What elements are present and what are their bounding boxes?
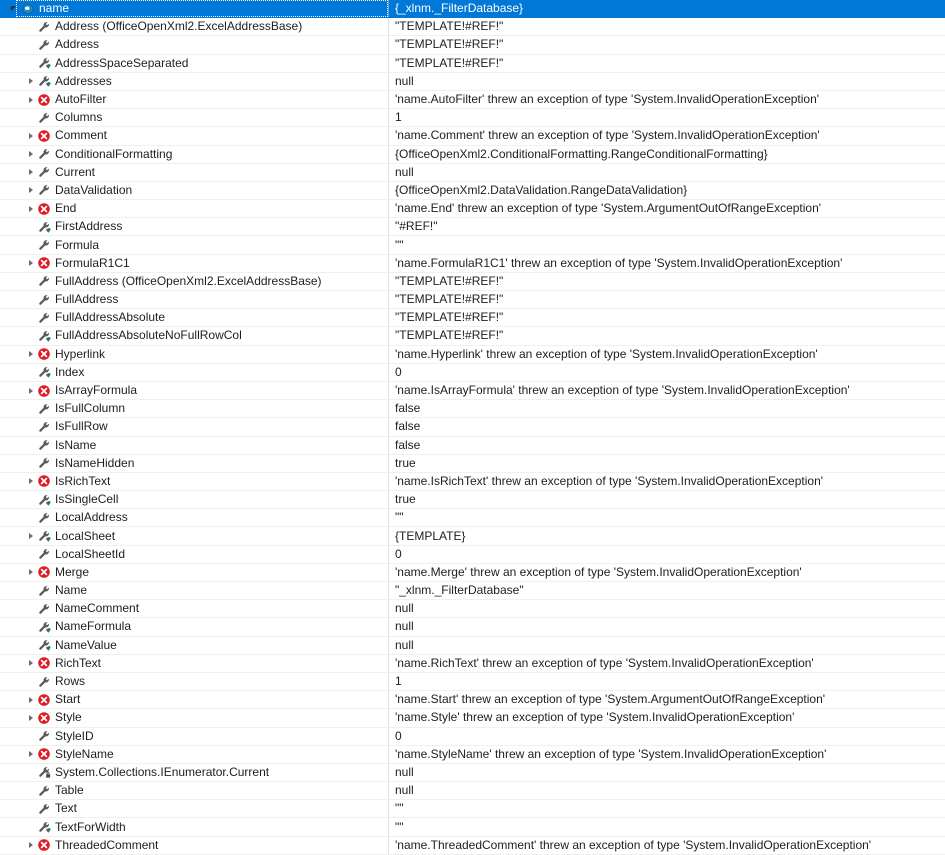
variable-name-label: Index [55,364,84,381]
expander-spacer [26,291,37,308]
variable-row[interactable] [0,454,945,472]
variable-value-cell[interactable]: "" [389,818,945,836]
variable-row[interactable] [0,363,945,381]
variable-row[interactable] [0,345,945,363]
property-icon [37,402,51,416]
variable-value-cell[interactable]: false [389,436,945,454]
variable-row[interactable] [0,418,945,436]
variable-row[interactable] [0,254,945,272]
error-icon [37,129,51,143]
variable-name-cell[interactable] [0,672,389,690]
expand-triangle-icon[interactable] [26,255,37,272]
property-nonpublic-icon [37,56,51,70]
property-icon [37,784,51,798]
variable-name-label: Rows [55,673,85,690]
variable-name-cell[interactable] [0,472,389,490]
variable-name-cell[interactable] [0,36,389,54]
variable-value-cell[interactable]: null [389,600,945,618]
variable-name-label: NameComment [55,600,139,617]
variable-name-cell[interactable] [0,727,389,745]
variable-value-cell[interactable]: null [389,636,945,654]
expand-triangle-icon[interactable] [26,655,37,672]
variable-name-label: Start [55,691,80,708]
variable-name-cell[interactable] [0,600,389,618]
variable-name-cell[interactable] [0,618,389,636]
variable-name-label: LocalSheetId [55,546,125,563]
variable-name-label: DataValidation [55,182,132,199]
variable-name-label: End [55,200,76,217]
expand-triangle-icon[interactable] [26,709,37,726]
property-icon [37,729,51,743]
variable-value-cell[interactable]: "TEMPLATE!#REF!" [389,272,945,290]
property-nonpublic-icon [37,820,51,834]
variable-name-cell[interactable] [0,691,389,709]
expander-spacer [26,800,37,817]
variable-name-label: Style [55,709,82,726]
variable-value-cell[interactable]: "TEMPLATE!#REF!" [389,54,945,72]
error-icon [37,347,51,361]
expand-triangle-icon[interactable] [26,73,37,90]
variable-name-cell[interactable] [0,709,389,727]
variable-row[interactable] [0,436,945,454]
variable-value-cell[interactable]: null [389,163,945,181]
variable-name-label: AutoFilter [55,91,106,108]
variable-row[interactable] [0,654,945,672]
variable-value-cell[interactable]: "TEMPLATE!#REF!" [389,291,945,309]
variable-name-label: Text [55,800,77,817]
variable-value-cell[interactable]: 'name.Start' threw an exception of type 'System.ArgumentOutOfRangeException' [389,691,945,709]
expand-triangle-icon[interactable] [26,837,37,854]
error-icon [37,256,51,270]
variable-name-label: Columns [55,109,102,126]
variable-name-cell[interactable] [0,163,389,181]
variable-row[interactable] [0,36,945,54]
object-icon [21,2,35,16]
variable-name-cell[interactable] [0,545,389,563]
expander-spacer [26,437,37,454]
property-icon [37,274,51,288]
variable-name-label: StyleName [55,746,114,763]
expand-triangle-icon[interactable] [26,182,37,199]
variable-name-label: Address [55,36,99,53]
variable-name-label: Name [55,582,87,599]
property-nonpublic-icon [37,329,51,343]
variable-name-label: FullAddress (OfficeOpenXml2.ExcelAddressBase) [55,273,322,290]
variable-value-cell[interactable]: "" [389,509,945,527]
expander-spacer [26,491,37,508]
variable-row[interactable] [0,72,945,90]
variable-name-label: Comment [55,127,107,144]
expander-spacer [26,364,37,381]
variable-name-cell[interactable] [0,200,389,218]
variable-name-label: AddressSpaceSeparated [55,55,188,72]
variable-value-cell[interactable]: 'name.Comment' threw an exception of type 'System.InvalidOperationException' [389,127,945,145]
expand-triangle-icon[interactable] [26,528,37,545]
variable-name-cell[interactable] [0,782,389,800]
expander-spacer [26,546,37,563]
variable-value-cell[interactable]: 'name.IsArrayFormula' threw an exception of type 'System.InvalidOperationException' [389,381,945,399]
variable-name-label: IsNameHidden [55,455,134,472]
expander-spacer [26,36,37,53]
variable-value-cell[interactable]: "TEMPLATE!#REF!" [389,18,945,36]
expander-spacer [26,418,37,435]
variable-name-label: IsName [55,437,96,454]
variable-name-cell[interactable] [0,90,389,108]
variable-value-cell[interactable]: null [389,782,945,800]
expander-spacer [26,237,37,254]
variable-name-cell[interactable] [0,254,389,272]
property-icon [37,438,51,452]
property-icon [37,675,51,689]
variable-value-cell[interactable]: 0 [389,727,945,745]
variable-row[interactable] [0,90,945,108]
variable-name-cell[interactable] [0,345,389,363]
variable-row[interactable] [0,618,945,636]
variable-name-label: ConditionalFormatting [55,146,172,163]
variable-row[interactable] [0,763,945,781]
variable-value-cell[interactable]: 'name.AutoFilter' threw an exception of type 'System.InvalidOperationException' [389,90,945,108]
variable-row[interactable] [0,54,945,72]
expander-spacer [26,309,37,326]
property-nonpublic-icon [37,620,51,634]
expander-spacer [26,764,37,781]
variable-row[interactable] [0,691,945,709]
property-icon [37,420,51,434]
expander-spacer [26,637,37,654]
variable-value-cell[interactable]: 'name.FormulaR1C1' threw an exception of type 'System.InvalidOperationException' [389,254,945,272]
property-icon [37,147,51,161]
variable-name-cell[interactable] [0,309,389,327]
variable-name-label: FirstAddress [55,218,122,235]
variable-name-cell[interactable] [0,54,389,72]
variable-name-cell[interactable] [0,127,389,145]
variable-value-cell[interactable]: "" [389,236,945,254]
variable-name-cell[interactable] [0,218,389,236]
variable-value-cell[interactable]: {TEMPLATE} [389,527,945,545]
variable-row[interactable] [0,200,945,218]
variable-value-cell[interactable]: {_xlnm._FilterDatabase} [389,0,945,18]
variable-name-label: FormulaR1C1 [55,255,130,272]
variable-name-cell[interactable] [0,509,389,527]
expander-spacer [26,673,37,690]
variable-name-label: Merge [55,564,89,581]
expand-triangle-icon[interactable] [26,146,37,163]
variable-value-cell[interactable]: true [389,491,945,509]
property-icon [37,802,51,816]
variable-name-label: Hyperlink [55,346,105,363]
expand-triangle-icon[interactable] [26,382,37,399]
variable-name-label: FullAddressAbsoluteNoFullRowCol [55,327,242,344]
variable-name-cell[interactable] [0,800,389,818]
variable-name-cell[interactable] [0,109,389,127]
variable-value-cell[interactable]: {OfficeOpenXml2.DataValidation.RangeDataValidation} [389,181,945,199]
expander-spacer [26,455,37,472]
error-icon [37,693,51,707]
variable-value-cell[interactable]: {OfficeOpenXml2.ConditionalFormatting.RangeConditionalFormatting} [389,145,945,163]
variable-row[interactable] [0,709,945,727]
variable-name-cell[interactable] [0,291,389,309]
variable-name-label: ThreadedComment [55,837,158,854]
variable-name-cell[interactable] [0,636,389,654]
variable-row[interactable] [0,218,945,236]
expander-spacer [26,218,37,235]
variable-value-cell[interactable]: null [389,763,945,781]
expand-triangle-icon[interactable] [26,127,37,144]
variable-row[interactable] [0,18,945,36]
variable-name-cell[interactable] [0,436,389,454]
variable-row[interactable] [0,163,945,181]
variable-value-cell[interactable]: "#REF!" [389,218,945,236]
variable-name-label: NameFormula [55,618,131,635]
variable-value-cell[interactable]: 'name.IsRichText' threw an exception of type 'System.InvalidOperationException' [389,472,945,490]
error-icon [37,747,51,761]
expander-spacer [26,582,37,599]
variable-row[interactable] [0,818,945,836]
variable-value-cell[interactable]: false [389,400,945,418]
variable-name-label: LocalAddress [55,509,128,526]
variable-name-label: System.Collections.IEnumerator.Current [55,764,269,781]
variable-row[interactable] [0,309,945,327]
variable-name-cell[interactable] [0,563,389,581]
variable-value-cell[interactable]: 1 [389,109,945,127]
expand-triangle-icon[interactable] [26,564,37,581]
expander-spacer [26,55,37,72]
variable-name-cell[interactable] [0,145,389,163]
variable-row[interactable] [0,181,945,199]
variable-name-label: IsRichText [55,473,110,490]
variable-value-cell[interactable]: 'name.StyleName' threw an exception of type 'System.InvalidOperationException' [389,745,945,763]
variable-name-label: Addresses [55,73,112,90]
expander-spacer [26,18,37,35]
variable-name-label: IsArrayFormula [55,382,137,399]
variable-name-cell[interactable] [0,272,389,290]
variable-name-label: Address (OfficeOpenXml2.ExcelAddressBase) [55,18,302,35]
property-icon [37,456,51,470]
variable-name-cell[interactable] [0,400,389,418]
variable-value-cell[interactable]: 1 [389,672,945,690]
variable-row[interactable] [0,600,945,618]
variable-value-cell[interactable]: "TEMPLATE!#REF!" [389,309,945,327]
expand-triangle-icon[interactable] [26,746,37,763]
expand-triangle-icon[interactable] [26,346,37,363]
expand-triangle-icon[interactable] [26,691,37,708]
variable-row[interactable] [0,327,945,345]
variable-value-cell[interactable]: true [389,454,945,472]
variable-row[interactable] [0,527,945,545]
property-icon [37,111,51,125]
expander-spacer [26,327,37,344]
variable-name-cell[interactable] [0,491,389,509]
property-icon [37,511,51,525]
variable-value-cell[interactable]: 'name.End' threw an exception of type 'System.ArgumentOutOfRangeException' [389,200,945,218]
variable-row[interactable] [0,563,945,581]
property-nonpublic-icon [37,529,51,543]
variable-name-label: Current [55,164,95,181]
variable-name-cell[interactable] [0,818,389,836]
variable-name-cell[interactable] [0,181,389,199]
expand-triangle-icon[interactable] [26,91,37,108]
variable-value-cell[interactable]: null [389,618,945,636]
expander-spacer [26,273,37,290]
variable-name-label: LocalSheet [55,528,115,545]
variable-row[interactable] [0,0,945,18]
collapse-triangle-icon[interactable] [10,0,21,17]
error-icon [37,711,51,725]
expand-triangle-icon[interactable] [26,200,37,217]
property-icon [37,38,51,52]
variable-name-label: FullAddressAbsolute [55,309,165,326]
property-icon [37,293,51,307]
variable-row[interactable] [0,582,945,600]
variable-value-cell[interactable]: 'name.Style' threw an exception of type 'System.InvalidOperationException' [389,709,945,727]
variable-value-cell[interactable]: "TEMPLATE!#REF!" [389,327,945,345]
variable-value-cell[interactable]: 'name.Hyperlink' threw an exception of type 'System.InvalidOperationException' [389,345,945,363]
variable-name-cell[interactable] [0,836,389,854]
variable-row[interactable] [0,782,945,800]
variable-row[interactable] [0,236,945,254]
variable-name-label: IsSingleCell [55,491,118,508]
variable-row[interactable] [0,109,945,127]
variable-row[interactable] [0,672,945,690]
variable-name-cell[interactable] [0,745,389,763]
property-icon [37,602,51,616]
variable-name-label: IsFullColumn [55,400,125,417]
variable-name-cell[interactable] [0,527,389,545]
variable-value-cell[interactable]: 'name.RichText' threw an exception of type 'System.InvalidOperationException' [389,654,945,672]
property-icon [37,165,51,179]
variable-name-label: StyleID [55,728,94,745]
expander-spacer [26,819,37,836]
variable-name-cell[interactable] [0,72,389,90]
expander-spacer [26,600,37,617]
variable-name-label: IsFullRow [55,418,108,435]
variable-name-label: Table [55,782,84,799]
expander-spacer [26,509,37,526]
property-nonpublic-icon [37,638,51,652]
variable-value-cell[interactable]: "TEMPLATE!#REF!" [389,36,945,54]
variable-value-cell[interactable]: false [389,418,945,436]
expand-triangle-icon[interactable] [26,473,37,490]
variable-value-cell[interactable]: null [389,72,945,90]
variable-row[interactable] [0,745,945,763]
property-icon [37,238,51,252]
variable-row[interactable] [0,381,945,399]
expander-spacer [26,782,37,799]
variable-row[interactable] [0,400,945,418]
error-icon [37,202,51,216]
variable-row[interactable] [0,291,945,309]
variable-row[interactable] [0,800,945,818]
expander-spacer [26,618,37,635]
variable-name-label: TextForWidth [55,819,126,836]
error-icon [37,474,51,488]
expander-spacer [26,728,37,745]
property-nonpublic-icon [37,220,51,234]
variable-name-label: FullAddress [55,291,118,308]
variable-row[interactable] [0,545,945,563]
variable-row[interactable] [0,509,945,527]
variable-row[interactable] [0,727,945,745]
variable-name-cell[interactable] [0,654,389,672]
variable-name-label: Formula [55,237,99,254]
error-icon [37,565,51,579]
variable-name-label: NameValue [55,637,117,654]
property-nonpublic-icon [37,493,51,507]
variable-row[interactable] [0,472,945,490]
property-private-icon [37,765,51,779]
error-icon [37,656,51,670]
variable-row[interactable] [0,145,945,163]
variable-name-cell[interactable] [0,18,389,36]
variable-row[interactable] [0,127,945,145]
variable-name-cell[interactable] [0,418,389,436]
property-nonpublic-icon [37,74,51,88]
error-icon [37,93,51,107]
property-icon [37,584,51,598]
expander-spacer [26,109,37,126]
variable-value-cell[interactable]: 'name.Merge' threw an exception of type 'System.InvalidOperationException' [389,563,945,581]
property-icon [37,20,51,34]
expand-triangle-icon[interactable] [26,164,37,181]
variable-name-cell[interactable] [0,363,389,381]
variable-name-label: name [39,0,69,17]
variable-name-cell[interactable] [0,381,389,399]
property-icon [37,183,51,197]
error-icon [37,838,51,852]
variable-row[interactable] [0,636,945,654]
variable-row[interactable] [0,491,945,509]
variable-name-cell[interactable] [0,454,389,472]
property-nonpublic-icon [37,365,51,379]
variable-name-cell[interactable] [0,582,389,600]
variable-value-cell[interactable]: "_xlnm._FilterDatabase" [389,582,945,600]
variable-value-cell[interactable]: 'name.ThreadedComment' threw an exception of type 'System.InvalidOperationException' [389,836,945,854]
variable-name-cell[interactable] [0,0,389,18]
property-icon [37,547,51,561]
variable-name-cell[interactable] [0,236,389,254]
variable-value-cell[interactable]: 0 [389,545,945,563]
variable-name-cell[interactable] [0,763,389,781]
expander-spacer [26,400,37,417]
property-icon [37,311,51,325]
error-icon [37,384,51,398]
variable-value-cell[interactable]: 0 [389,363,945,381]
variable-name-cell[interactable] [0,327,389,345]
variable-row[interactable] [0,272,945,290]
variable-row[interactable] [0,836,945,854]
variable-value-cell[interactable]: "" [389,800,945,818]
variable-name-label: RichText [55,655,101,672]
